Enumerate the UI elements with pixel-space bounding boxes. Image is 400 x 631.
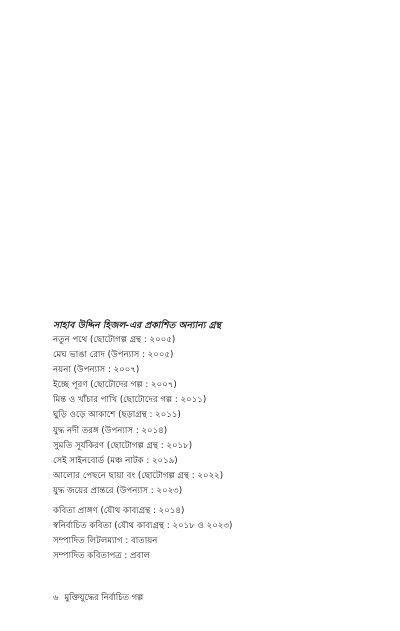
books-list-secondary (53, 504, 232, 564)
list-item: ঘুড়ি ওড়ে আকাশে (ছড়াগ্রন্থ : ২০১১) (53, 410, 181, 421)
author-name: সাহাব উদ্দিন হিজল (53, 320, 126, 331)
list-item: নয়না (উপন্যাস : ২০০৭) (53, 365, 140, 376)
list-item: ইচ্ছে পূরণ (ছোটোদের গল্প : ২০০৭) (53, 380, 177, 391)
list-item: কবিতা প্রাঙ্গণ (যৌথ কাব্যগ্রন্থ : ২০১৪) (53, 506, 185, 516)
list-item: মেঘ ভাঙা রোদ (উপন্যাস : ২০০৫) (53, 350, 174, 361)
list-item: সেই সাইনবোর্ড (মঞ্চ নাটক : ২০১৯) (53, 455, 178, 466)
list-item: আলোর পেছনে ছায়া বং (ছোটোগল্প গ্রন্থ : ২০২২) (53, 470, 224, 481)
list-item: যুদ্ধ নদী তরঙ্গ (উপন্যাস : ২০১৪) (53, 425, 168, 436)
list-item: সুমতি সূর্যকিরণ (ছোটোগল্প গ্রন্থ : ২০১৮) (53, 440, 193, 451)
list-item: স্বনির্বাচিত কবিতা (যৌথ কাব্যগ্রন্থ : ২০১৮ ও ২০২৩) (53, 521, 233, 532)
books-list-primary (53, 333, 223, 499)
other-books-heading (53, 318, 221, 333)
page-number: ৬ (53, 592, 59, 602)
list-item: সম্পাদিত লিটলম্যাগ : বাতায়ন (53, 536, 158, 547)
heading-suffix: -এর প্রকাশিত অন্যান্য গ্রন্থ (125, 320, 221, 331)
page-footer (53, 591, 143, 605)
list-item: সম্পাদিত কবিতাপত্র : প্রবাল (53, 551, 151, 562)
list-item: যুদ্ধ জয়ের প্রান্তরে (উপন্যাস : ২০২৩) (53, 485, 183, 496)
list-item: মিন্ত ও খাঁচার পাখি (ছোটোদের গল্প : ২০১১) (53, 395, 207, 406)
running-title: মুক্তিযুদ্ধের নির্বাচিত গল্প (64, 592, 144, 602)
list-item: নতুন পথে (ছোটোগল্প গ্রন্থ : ২০০৫) (53, 335, 176, 345)
